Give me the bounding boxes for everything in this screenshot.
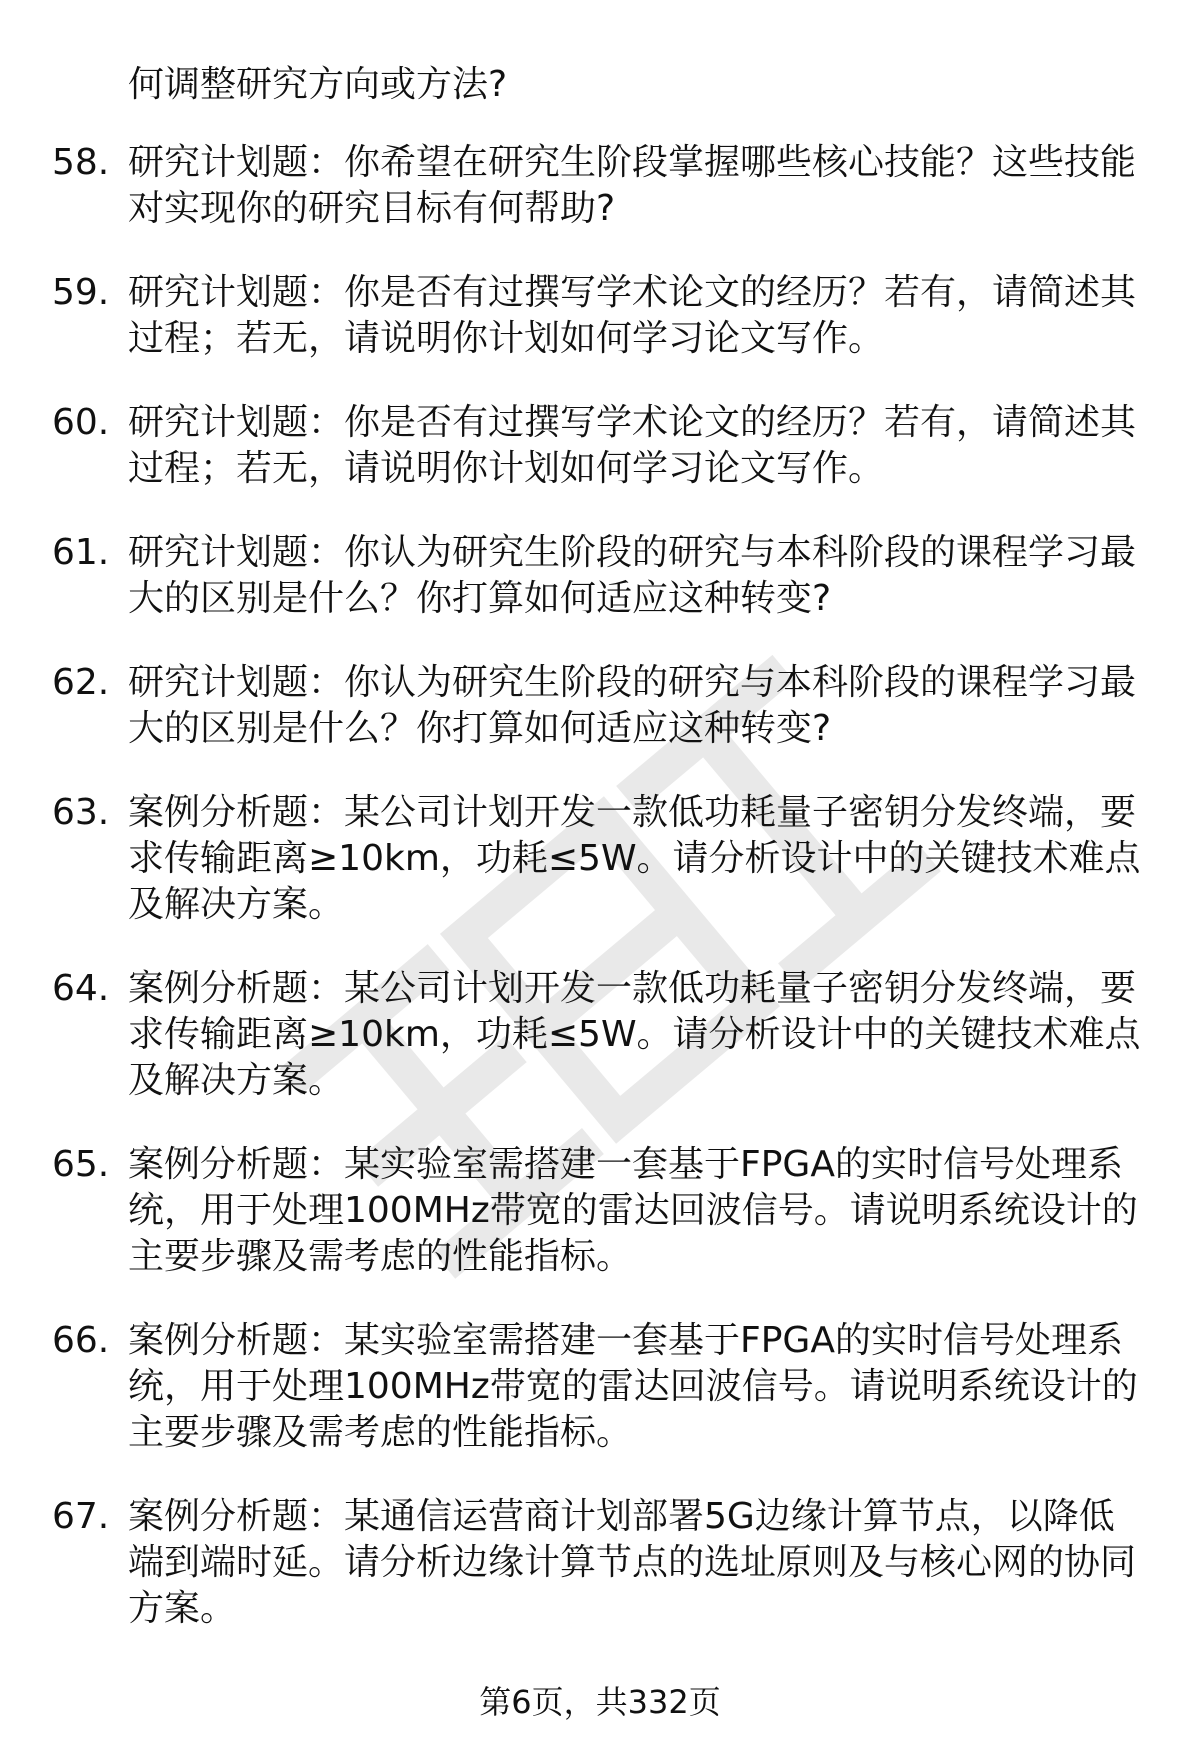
continuation-text: 何调整研究方向或方法? — [128, 64, 508, 105]
question-number: 61. — [52, 532, 110, 573]
question-number: 62. — [52, 662, 110, 703]
question-item — [0, 400, 1200, 492]
question-number: 58. — [52, 142, 110, 183]
question-text: 研究计划题：你是否有过撰写学术论文的经历？若有，请简述其过程；若无，请说明你计划如何学习论文写作。 — [128, 402, 1137, 489]
question-item — [0, 660, 1200, 752]
question-item — [0, 966, 1200, 1104]
question-number: 67. — [52, 1496, 110, 1537]
question-number: 60. — [52, 402, 110, 443]
question-number: 59. — [52, 272, 110, 313]
question-list — [0, 140, 1200, 1670]
question-number: 63. — [52, 792, 110, 833]
question-text: 案例分析题：某实验室需搭建一套基于FPGA的实时信号处理系统，用于处理100MHz带宽的雷达回波信号。请说明系统设计的主要步骤及需考虑的性能指标。 — [128, 1144, 1138, 1277]
question-text: 研究计划题：你希望在研究生阶段掌握哪些核心技能？这些技能对实现你的研究目标有何帮助? — [128, 142, 1137, 229]
question-item — [0, 1318, 1200, 1456]
question-text: 研究计划题：你认为研究生阶段的研究与本科阶段的课程学习最大的区别是什么？你打算如何适应这种转变? — [128, 532, 1137, 619]
question-number: 64. — [52, 968, 110, 1009]
question-text: 案例分析题：某实验室需搭建一套基于FPGA的实时信号处理系统，用于处理100MHz带宽的雷达回波信号。请说明系统设计的主要步骤及需考虑的性能指标。 — [128, 1320, 1138, 1453]
page-footer: 第6页，共332页 — [479, 1683, 721, 1721]
question-item — [0, 140, 1200, 232]
question-item — [0, 1142, 1200, 1280]
question-item — [0, 270, 1200, 362]
question-text: 案例分析题：某公司计划开发一款低功耗量子密钥分发终端，要求传输距离≥10km，功耗≤5W。请分析设计中的关键技术难点及解决方案。 — [128, 792, 1141, 925]
question-number: 66. — [52, 1320, 110, 1361]
question-item — [0, 1494, 1200, 1632]
question-item — [0, 530, 1200, 622]
question-text: 案例分析题：某通信运营商计划部署5G边缘计算节点，以降低端到端时延。请分析边缘计算节点的选址原则及与核心网的协同方案。 — [128, 1496, 1137, 1629]
question-text: 研究计划题：你是否有过撰写学术论文的经历？若有，请简述其过程；若无，请说明你计划如何学习论文写作。 — [128, 272, 1137, 359]
question-text: 案例分析题：某公司计划开发一款低功耗量子密钥分发终端，要求传输距离≥10km，功耗≤5W。请分析设计中的关键技术难点及解决方案。 — [128, 968, 1141, 1101]
question-text: 研究计划题：你认为研究生阶段的研究与本科阶段的课程学习最大的区别是什么？你打算如何适应这种转变? — [128, 662, 1137, 749]
question-number: 65. — [52, 1144, 110, 1185]
question-item — [0, 790, 1200, 928]
